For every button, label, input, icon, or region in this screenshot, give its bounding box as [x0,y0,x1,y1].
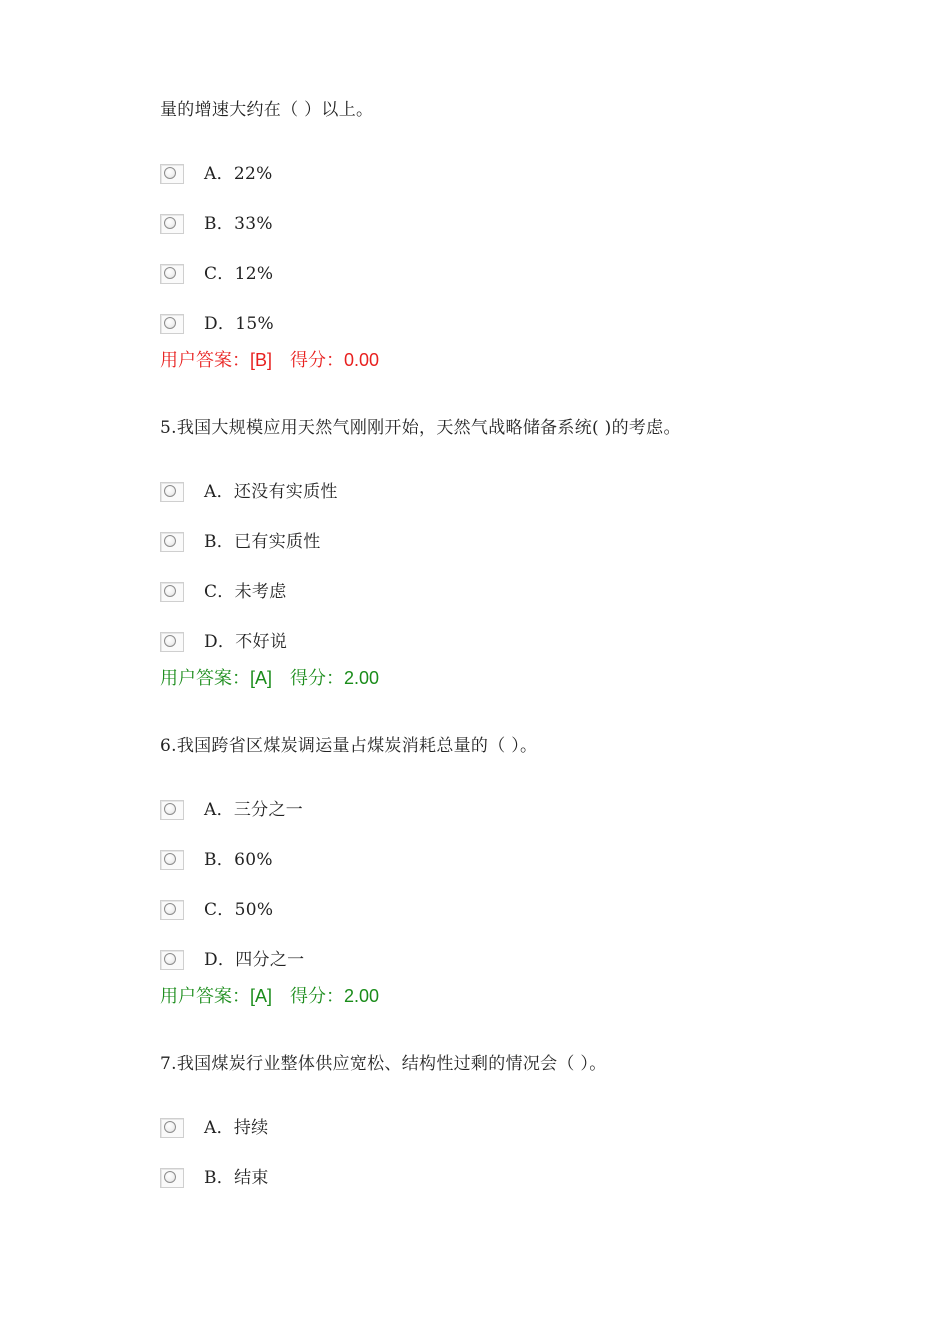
radio-button-icon[interactable] [160,900,184,920]
q6-score: 得分：2.00 [290,986,380,1006]
radio-button-icon[interactable] [160,1168,184,1188]
radio-button-icon[interactable] [160,632,184,652]
q7-option-b[interactable] [160,1165,269,1191]
radio-button-icon[interactable] [160,1118,184,1138]
radio-button-icon[interactable] [160,214,184,234]
radio-button-icon[interactable] [160,800,184,820]
q4-option-a-label: A．22% [204,164,273,184]
q6-option-a-label: A．三分之一 [204,800,304,820]
radio-button-icon[interactable] [160,850,184,870]
q6-option-b[interactable] [160,847,273,873]
question-7-text: 7.我国煤炭行业整体供应宽松、结构性过剩的情况会（ ）。 [160,1054,607,1074]
radio-button-icon[interactable] [160,582,184,602]
radio-button-icon[interactable] [160,164,184,184]
question-5-text: 5.我国大规模应用天然气刚刚开始，天然气战略储备系统( )的考虑。 [160,418,681,438]
q5-option-c[interactable] [160,579,287,605]
q6-option-d-label: D．四分之一 [204,950,305,970]
q5-option-c-label: C．未考虑 [204,582,287,602]
q4-score: 得分：0.00 [290,350,380,370]
q5-option-b[interactable] [160,529,321,555]
q4-user-answer: 用户答案：[B] [160,350,273,370]
question-6-text: 6.我国跨省区煤炭调运量占煤炭消耗总量的（ ）。 [160,736,538,756]
q5-score: 得分：2.00 [290,668,380,688]
q5-option-a[interactable] [160,479,338,505]
q5-option-a-label: A．还没有实质性 [204,482,338,502]
q5-user-answer: 用户答案：[A] [160,668,273,688]
radio-button-icon[interactable] [160,314,184,334]
q4-answer-line [160,348,379,372]
q6-option-b-label: B．60% [204,850,273,870]
q7-option-a[interactable] [160,1115,268,1141]
q4-option-d-label: D．15% [204,314,274,334]
q4-option-b[interactable] [160,211,273,237]
q4-option-c-label: C．12% [204,264,274,284]
q4-option-b-label: B．33% [204,214,273,234]
q5-option-b-label: B．已有实质性 [204,532,321,552]
q6-option-d[interactable] [160,947,304,973]
radio-button-icon[interactable] [160,532,184,552]
q6-answer-line [160,984,379,1008]
radio-button-icon[interactable] [160,482,184,502]
q6-option-a[interactable] [160,797,303,823]
question-4-text: 量的增速大约在（ ）以上。 [160,100,374,120]
q7-option-b-label: B．结束 [204,1168,269,1188]
radio-button-icon[interactable] [160,950,184,970]
q4-option-d[interactable] [160,311,274,337]
q4-option-c[interactable] [160,261,273,287]
q6-user-answer: 用户答案：[A] [160,986,273,1006]
q7-option-a-label: A．持续 [204,1118,269,1138]
q6-option-c[interactable] [160,897,273,923]
q4-option-a[interactable] [160,161,273,187]
q5-answer-line [160,666,379,690]
radio-button-icon[interactable] [160,264,184,284]
q5-option-d-label: D．不好说 [204,632,288,652]
q5-option-d[interactable] [160,629,287,655]
q6-option-c-label: C．50% [204,900,274,920]
